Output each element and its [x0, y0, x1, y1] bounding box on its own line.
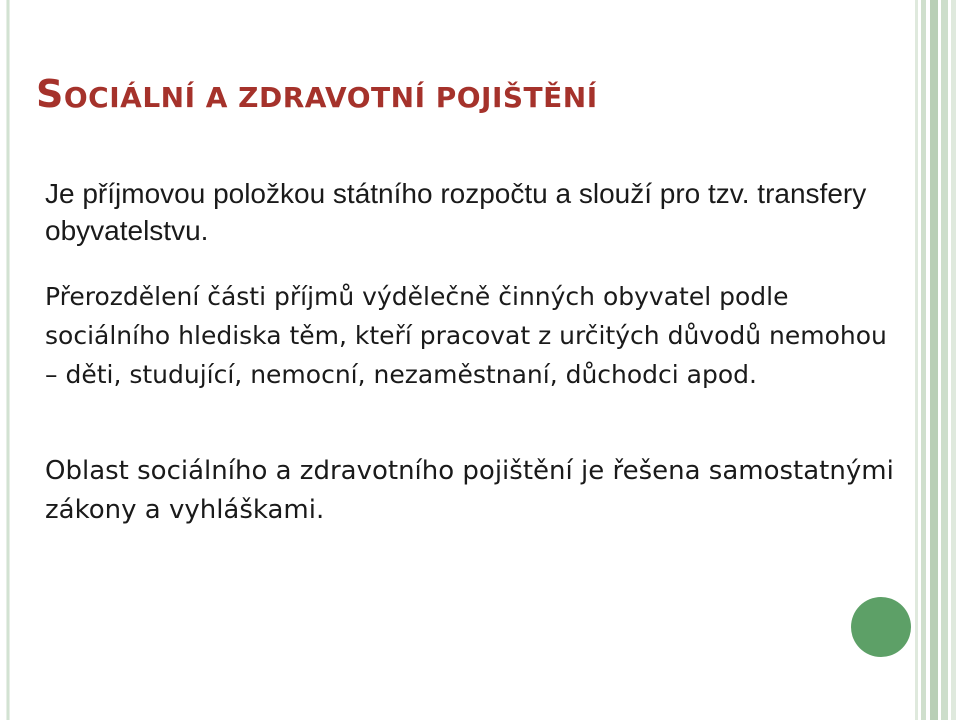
left-decorative-stripe	[6, 0, 10, 720]
paragraph-3: Oblast sociálního a zdravotního pojištění je řešena samostatnými zákony a vyhláškami.	[45, 456, 894, 525]
paragraph-1: Je příjmovou položkou státního rozpočtu a slouží pro tzv. transfery obyvatelstvu.	[45, 178, 867, 246]
right-decorative-stripes	[912, 0, 959, 720]
title-rest: OCIÁLNÍ A ZDRAVOTNÍ POJIŠTĚNÍ	[63, 81, 598, 114]
title-first-letter: S	[36, 72, 64, 116]
slide-title	[36, 72, 598, 116]
paragraph-2: Přerozdělení části příjmů výdělečně činných obyvatel podle sociálního hlediska těm, kteří pracovat z určitých důvodů nemohou – děti, studující, nemocní, nezaměstnaní, důchodci apod.	[45, 282, 887, 389]
decorative-circle	[851, 597, 911, 657]
